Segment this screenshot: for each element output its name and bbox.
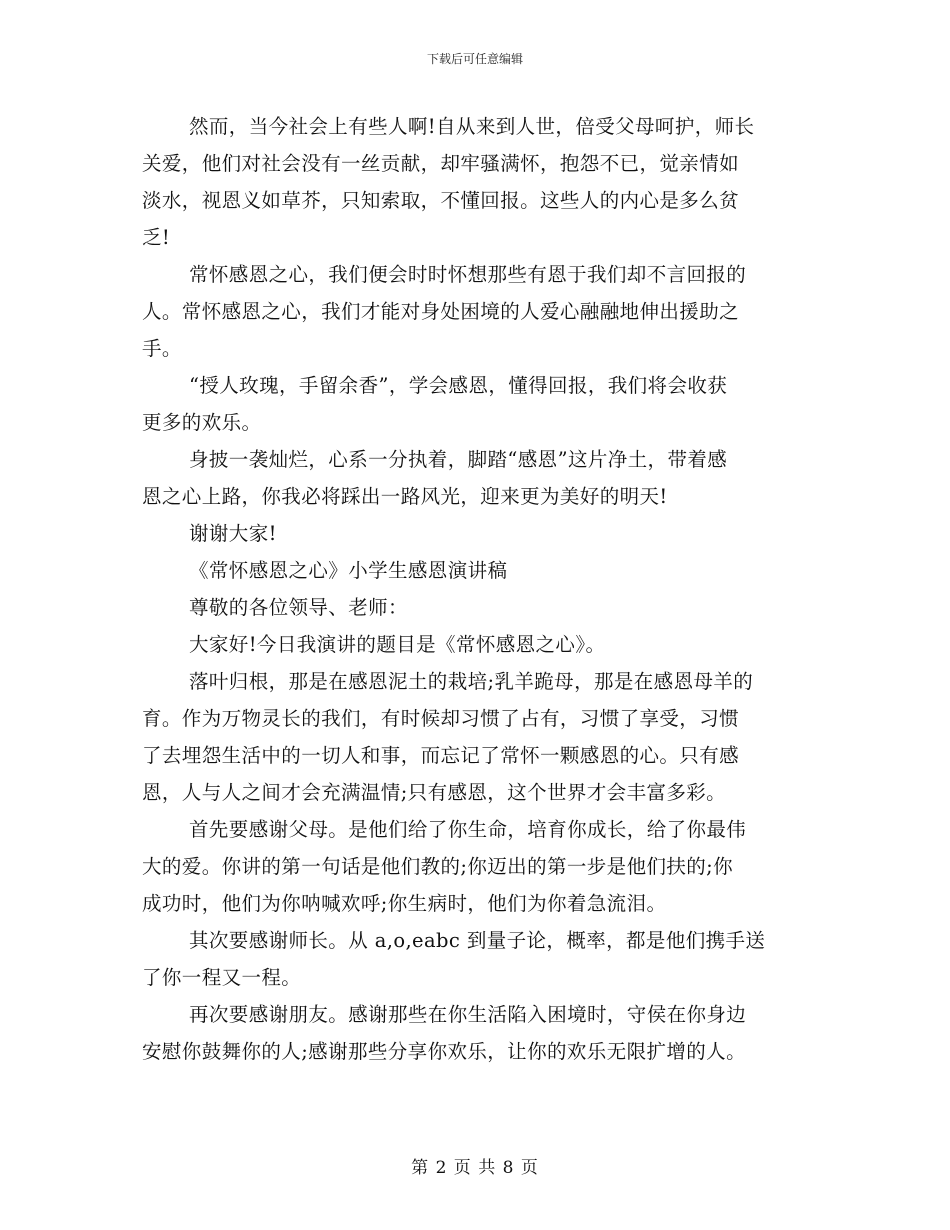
document-body bbox=[142, 108, 832, 1070]
text-line: 大家好!今日我演讲的题目是《常怀感恩之心》。 bbox=[189, 633, 606, 656]
text-line: 成功时，他们为你呐喊欢呼;你生病时，他们为你着急流泪。 bbox=[142, 892, 667, 915]
page-number-footer: 第 2 页 共 8 页 bbox=[411, 1158, 539, 1178]
text-line: 了你一程又一程。 bbox=[142, 966, 302, 989]
text-line: 首先要感谢父母。是他们给了你生命，培育你成长，给了你最伟 bbox=[189, 818, 747, 841]
text-line: 谢谢大家! bbox=[189, 522, 277, 545]
text-line: 恩之心上路，你我必将踩出一路风光，迎来更为美好的明天! bbox=[142, 485, 668, 508]
text-line: 人。常怀感恩之心，我们才能对身处困境的人爱心融融地伸出援助之 bbox=[142, 300, 740, 323]
text-line: 恩，人与人之间才会充满温情;只有感恩，这个世界才会丰富多彩。 bbox=[142, 781, 727, 804]
text-line: 其次要感谢师长。从 a,o,eabc 到量子论，概率，都是他们携手送 bbox=[189, 929, 766, 952]
text-line: 再次要感谢朋友。感谢那些在你生活陷入困境时，守侯在你身边 bbox=[189, 1003, 747, 1026]
text-line: 安慰你鼓舞你的人;感谢那些分享你欢乐，让你的欢乐无限扩增的人。 bbox=[142, 1040, 746, 1063]
text-line: 关爱，他们对社会没有一丝贡献，却牢骚满怀，抱怨不已，觉亲情如 bbox=[142, 152, 740, 175]
text-line: 落叶归根，那是在感恩泥土的栽培;乳羊跪母，那是在感恩母羊的 bbox=[189, 670, 754, 693]
text-line: 然而，当今社会上有些人啊!自从来到人世，倍受父母呵护，师长 bbox=[189, 115, 755, 138]
text-line: 育。作为万物灵长的我们，有时候却习惯了占有，习惯了享受，习惯 bbox=[142, 707, 740, 730]
text-line: 了去埋怨生活中的一切人和事，而忘记了常怀一颗感恩的心。只有感 bbox=[142, 744, 740, 767]
text-line: “授人玫瑰，手留余香”，学会感恩，懂得回报，我们将会收获 bbox=[189, 374, 728, 397]
text-line: 手。 bbox=[142, 337, 182, 360]
text-line: 大的爱。你讲的第一句话是他们教的;你迈出的第一步是他们扶的;你 bbox=[142, 855, 734, 878]
text-line: 《常怀感恩之心》小学生感恩演讲稿 bbox=[189, 559, 508, 582]
text-line: 淡水，视恩义如草芥，只知索取，不懂回报。这些人的内心是多么贫 bbox=[142, 189, 740, 212]
text-line: 身披一袭灿烂，心系一分执着，脚踏“感恩”这片净土，带着感 bbox=[189, 448, 728, 471]
text-line: 常怀感恩之心，我们便会时时怀想那些有恩于我们却不言回报的 bbox=[189, 263, 747, 286]
text-line: 尊敬的各位领导、老师： bbox=[189, 596, 408, 619]
text-line: 更多的欢乐。 bbox=[142, 411, 262, 434]
text-line: 乏! bbox=[142, 226, 171, 249]
page-header: 下载后可任意编辑 bbox=[426, 52, 523, 66]
